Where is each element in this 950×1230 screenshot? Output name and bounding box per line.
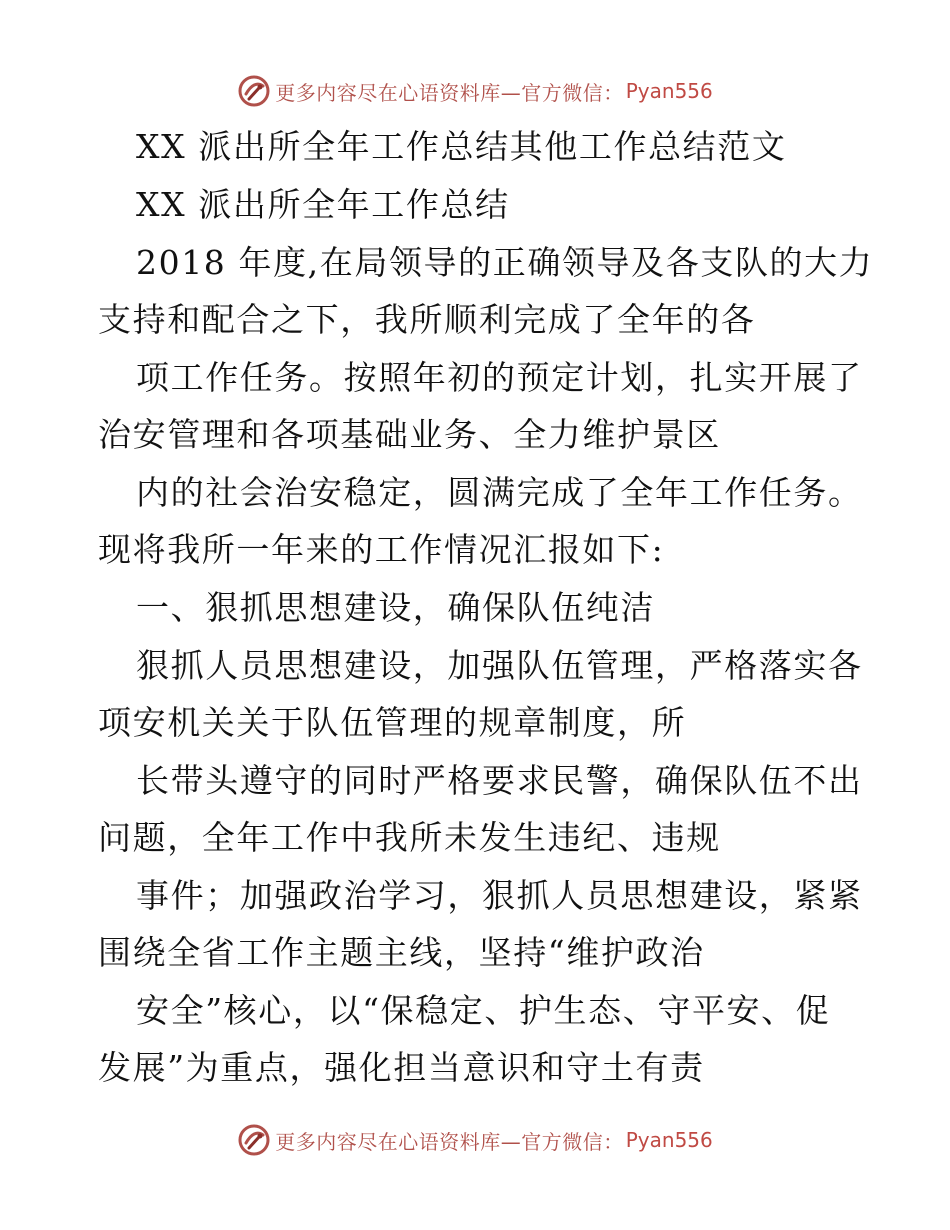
paragraph-line: 问题，全年工作中我所未发生违纪、违规 [98, 818, 721, 857]
watermark-text: 更多内容尽在心语资料库—官方微信： [275, 1129, 624, 1154]
paragraph-line: 围绕全省工作主题主线，坚持“维护政治 [98, 933, 705, 972]
watermark-handle: Pyan556 [625, 1128, 713, 1152]
watermark-text: 更多内容尽在心语资料库—官方微信： [275, 80, 624, 105]
paragraph-line: 治安管理和各项基础业务、全力维护景区 [98, 415, 721, 454]
paragraph-line: 长带头遵守的同时严格要求民警，确保队伍不出 [136, 761, 863, 800]
paragraph-line: 项工作任务。按照年初的预定计划，扎实开展了 [136, 358, 863, 397]
paragraph-line: 安全”核心，以“保稳定、护生态、守平安、促 [136, 991, 831, 1030]
paragraph-line: 内的社会治安稳定，圆满完成了全年工作任务。 [136, 473, 863, 512]
paragraph-line: 2018 年度,在局领导的正确领导及各支队的大力 [136, 243, 874, 282]
paragraph-line: 支持和配合之下，我所顺利完成了全年的各 [98, 300, 756, 339]
logo-icon [237, 1123, 271, 1157]
logo-icon [237, 74, 271, 108]
paragraph-line: 发展”为重点，强化担当意识和守土有责 [98, 1048, 705, 1087]
paragraph-line: 现将我所一年来的工作情况汇报如下: [98, 530, 665, 569]
section-heading: 一、狠抓思想建设，确保队伍纯洁 [136, 588, 655, 627]
watermark-header [0, 71, 950, 111]
paragraph-line: 项安机关关于队伍管理的规章制度，所 [98, 703, 687, 742]
watermark-handle: Pyan556 [625, 79, 713, 103]
paragraph-line: 狠抓人员思想建设，加强队伍管理，严格落实各 [136, 646, 863, 685]
paragraph-line: 事件；加强政治学习，狠抓人员思想建设，紧紧 [136, 876, 863, 915]
document-title: XX 派出所全年工作总结其他工作总结范文 [136, 127, 787, 166]
document-subtitle: XX 派出所全年工作总结 [136, 185, 510, 224]
watermark-footer [0, 1120, 950, 1160]
